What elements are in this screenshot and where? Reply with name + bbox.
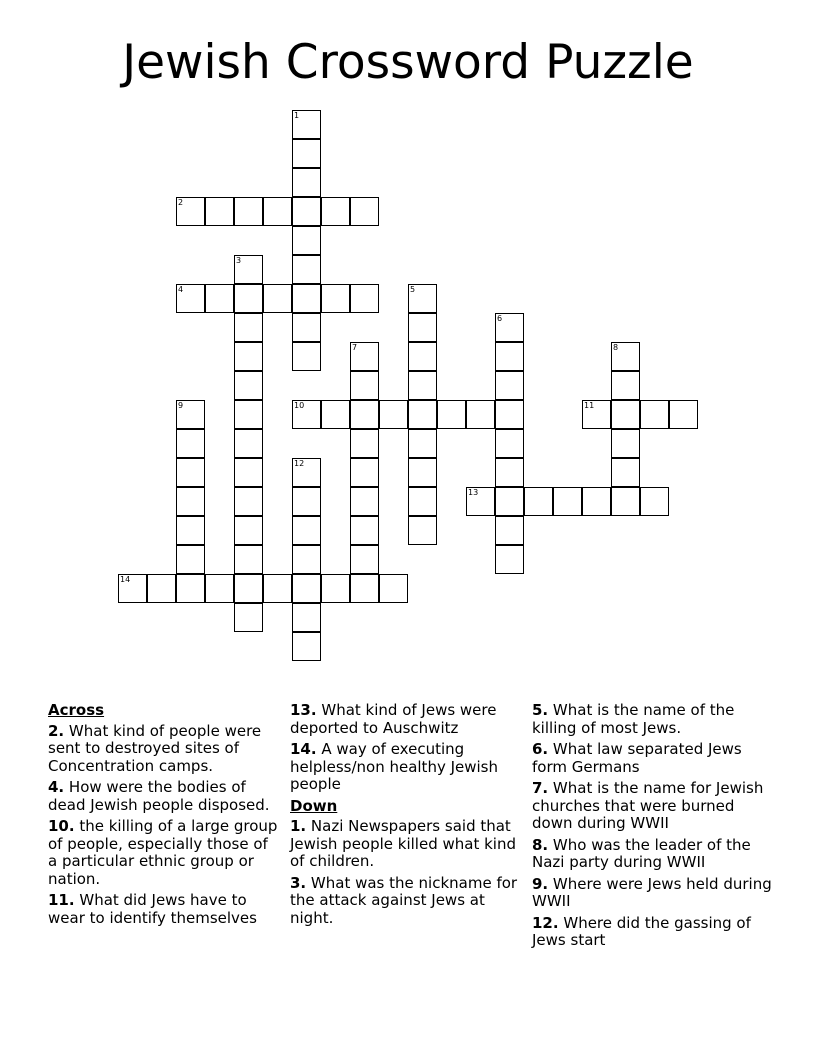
grid-cell[interactable] (234, 516, 263, 545)
grid-cell[interactable] (234, 487, 263, 516)
grid-cell[interactable] (495, 371, 524, 400)
grid-cell[interactable] (321, 400, 350, 429)
grid-cell[interactable] (205, 574, 234, 603)
grid-cell[interactable] (524, 487, 553, 516)
grid-cell[interactable] (176, 574, 205, 603)
grid-cell[interactable] (350, 458, 379, 487)
grid-cell[interactable] (466, 487, 495, 516)
grid-cell[interactable] (234, 429, 263, 458)
grid-cell[interactable] (176, 400, 205, 429)
grid-cell[interactable] (495, 545, 524, 574)
cell-number: 9 (178, 401, 184, 410)
grid-cell[interactable] (176, 487, 205, 516)
cell-number: 1 (294, 111, 300, 120)
grid-cell[interactable] (234, 458, 263, 487)
cell-number: 14 (120, 575, 131, 584)
grid-cell[interactable] (176, 545, 205, 574)
grid-cell[interactable] (176, 197, 205, 226)
cell-number: 10 (294, 401, 305, 410)
grid-cell[interactable] (495, 487, 524, 516)
grid-cell[interactable] (234, 284, 263, 313)
grid-cell[interactable] (292, 603, 321, 632)
cell-number: 11 (584, 401, 595, 410)
grid-cell[interactable] (292, 226, 321, 255)
grid-cell[interactable] (437, 400, 466, 429)
clue-down-3: 3. What was the nickname for the attack against Jews at night. (290, 873, 518, 927)
grid-cell[interactable] (408, 400, 437, 429)
clue-down-1: 1. Nazi Newspapers said that Jewish people killed what kind of children. (290, 817, 516, 870)
grid-cell[interactable] (292, 545, 321, 574)
grid-cell[interactable] (263, 197, 292, 226)
grid-cell[interactable] (495, 429, 524, 458)
grid-cell[interactable] (234, 574, 263, 603)
grid-cell[interactable] (292, 516, 321, 545)
cell-number: 4 (178, 285, 184, 294)
grid-cell[interactable] (350, 429, 379, 458)
clue-down-5: 5. What is the name of the killing of most Jews. (532, 701, 735, 737)
grid-cell[interactable] (234, 342, 263, 371)
grid-cell[interactable] (669, 400, 698, 429)
grid-cell[interactable] (495, 342, 524, 371)
grid-cell[interactable] (292, 313, 321, 342)
grid-cell[interactable] (350, 284, 379, 313)
clue-across-11: 11. What did Jews have to wear to identify themselves (48, 891, 257, 927)
grid-cell[interactable] (408, 342, 437, 371)
grid-cell[interactable] (408, 516, 437, 545)
grid-cell[interactable] (205, 197, 234, 226)
grid-cell[interactable] (321, 197, 350, 226)
grid-cell[interactable] (292, 197, 321, 226)
grid-cell[interactable] (495, 400, 524, 429)
clues-column-3 (532, 702, 772, 954)
grid-cell[interactable] (176, 458, 205, 487)
across-heading: Across (48, 701, 105, 719)
clue-across-10: 10. the killing of a large group of people, especially those of a particular ethnic group or nation. (48, 817, 278, 888)
grid-cell[interactable] (408, 458, 437, 487)
grid-cell[interactable] (147, 574, 176, 603)
grid-cell[interactable] (350, 342, 379, 371)
grid-cell[interactable] (408, 487, 437, 516)
cell-number: 2 (178, 198, 184, 207)
grid-cell[interactable] (350, 574, 379, 603)
grid-cell[interactable] (234, 603, 263, 632)
grid-cell[interactable] (234, 545, 263, 574)
grid-cell[interactable] (350, 487, 379, 516)
grid-cell[interactable] (611, 458, 640, 487)
grid-cell[interactable] (379, 400, 408, 429)
cell-number: 12 (294, 459, 305, 468)
grid-cell[interactable] (292, 342, 321, 371)
grid-cell[interactable] (205, 284, 234, 313)
cell-number: 6 (497, 314, 503, 323)
clue-down-6: 6. What law separated Jews form Germans (532, 740, 742, 776)
grid-cell[interactable] (118, 574, 147, 603)
grid-cell[interactable] (292, 139, 321, 168)
grid-cell[interactable] (495, 458, 524, 487)
grid-cell[interactable] (292, 400, 321, 429)
page-title: Jewish Crossword Puzzle (122, 35, 694, 90)
grid-cell[interactable] (234, 371, 263, 400)
grid-cell[interactable] (350, 371, 379, 400)
clues-column-2 (290, 702, 522, 931)
grid-cell[interactable] (640, 487, 669, 516)
grid-cell[interactable] (582, 400, 611, 429)
grid-cell[interactable] (350, 545, 379, 574)
grid-cell[interactable] (321, 284, 350, 313)
grid-cell[interactable] (466, 400, 495, 429)
grid-cell[interactable] (263, 284, 292, 313)
grid-cell[interactable] (350, 197, 379, 226)
cell-number: 13 (468, 488, 479, 497)
clue-down-8: 8. Who was the leader of the Nazi party during WWII (532, 835, 751, 871)
grid-cell[interactable] (234, 400, 263, 429)
grid-cell[interactable] (234, 313, 263, 342)
clue-across-13: 13. What kind of Jews were deported to Auschwitz (290, 701, 497, 737)
grid-cell[interactable] (321, 574, 350, 603)
grid-cell[interactable] (292, 110, 321, 139)
grid-cell[interactable] (611, 487, 640, 516)
grid-cell[interactable] (408, 284, 437, 313)
down-heading: Down (290, 796, 338, 815)
grid-cell[interactable] (292, 487, 321, 516)
grid-cell[interactable] (292, 284, 321, 313)
grid-cell[interactable] (292, 458, 321, 487)
grid-cell[interactable] (495, 313, 524, 342)
grid-cell[interactable] (495, 516, 524, 545)
grid-cell[interactable] (408, 371, 437, 400)
cell-number: 8 (613, 343, 619, 352)
grid-cell[interactable] (350, 516, 379, 545)
cell-number: 7 (352, 343, 358, 352)
clue-across-2: 2. What kind of people were sent to destroyed sites of Concentration camps. (48, 721, 262, 775)
grid-cell[interactable] (379, 574, 408, 603)
clue-across-14: 14. A way of executing helpless/non healthy Jewish people (290, 740, 499, 793)
clue-across-4: 4. How were the bodies of dead Jewish people disposed. (48, 778, 270, 814)
grid-cell[interactable] (611, 400, 640, 429)
grid-cell[interactable] (292, 632, 321, 661)
grid-cell[interactable] (176, 284, 205, 313)
clue-down-7: 7. What is the name for Jewish churches that were burned down during WWII (532, 779, 764, 832)
grid-cell[interactable] (176, 516, 205, 545)
grid-cell[interactable] (292, 574, 321, 603)
grid-cell[interactable] (640, 400, 669, 429)
grid-cell[interactable] (292, 255, 321, 284)
grid-cell[interactable] (582, 487, 611, 516)
grid-cell[interactable] (234, 197, 263, 226)
grid-cell[interactable] (553, 487, 582, 516)
clue-down-9: 9. Where were Jews held during WWII (532, 874, 772, 910)
grid-cell[interactable] (611, 371, 640, 400)
cell-number: 5 (410, 285, 416, 294)
clue-down-12: 12. Where did the gassing of Jews start (532, 913, 751, 949)
grid-cell[interactable] (350, 400, 379, 429)
grid-cell[interactable] (292, 168, 321, 197)
grid-cell[interactable] (611, 429, 640, 458)
cell-number: 3 (236, 256, 242, 265)
grid-cell[interactable] (263, 574, 292, 603)
grid-cell[interactable] (408, 429, 437, 458)
grid-cell[interactable] (234, 255, 263, 284)
grid-cell[interactable] (408, 313, 437, 342)
clues-column-1 (48, 702, 280, 931)
grid-cell[interactable] (176, 429, 205, 458)
grid-cell[interactable] (611, 342, 640, 371)
